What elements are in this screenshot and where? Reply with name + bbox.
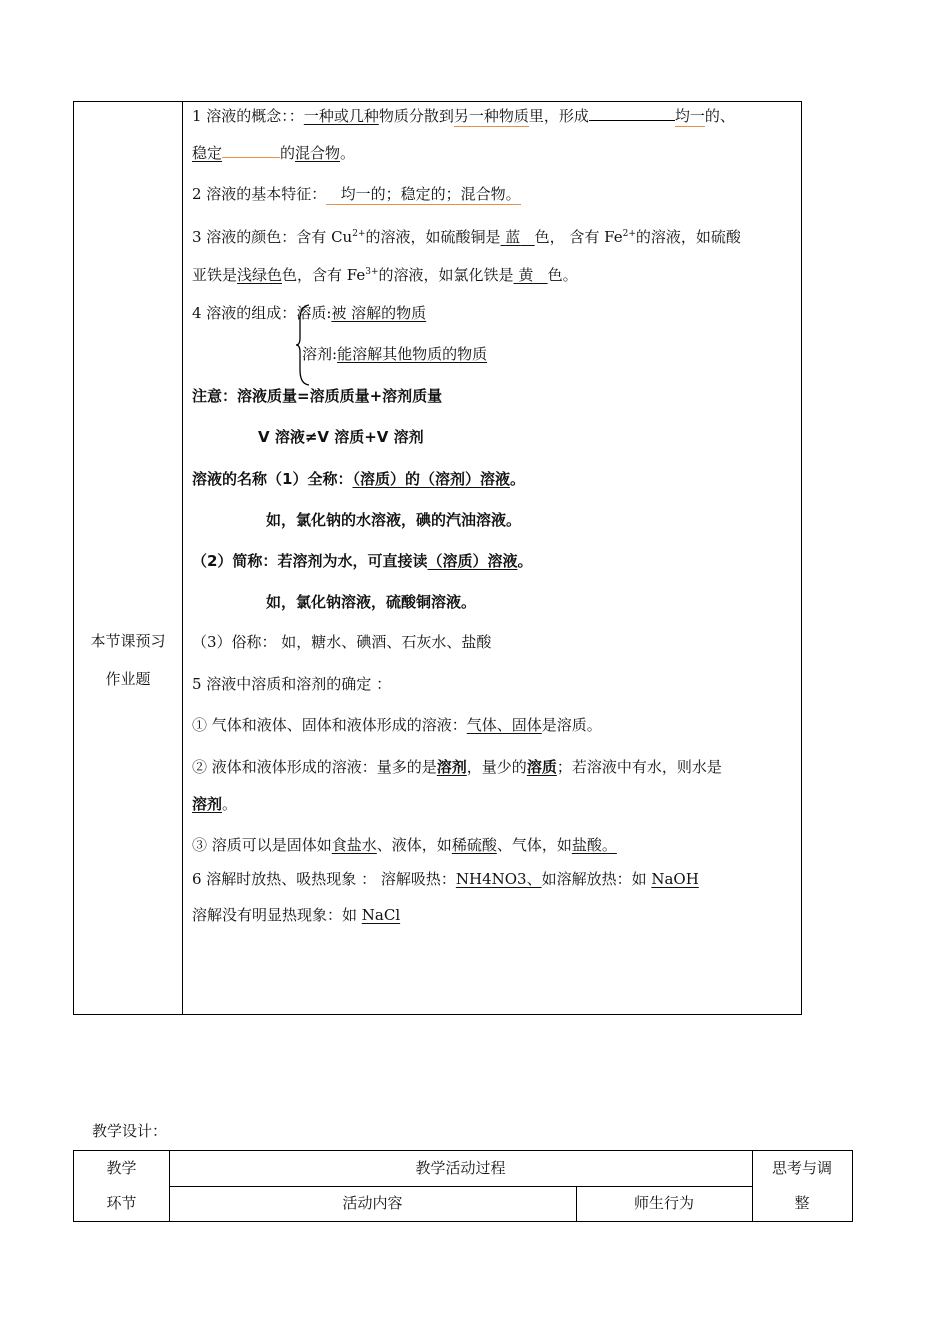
naming-short-example: 如，氯化钠溶液，硫酸铜溶液。	[266, 593, 477, 611]
col-reflect-line1: 思考与调	[771, 1159, 832, 1177]
naming-common: （3）俗称： 如，糖水、碘酒、石灰水、盐酸	[192, 633, 492, 651]
naming-full-example: 如，氯化钠的水溶液，碘的汽油溶液。	[266, 511, 522, 529]
item5-rule2-line2: 溶剂。	[192, 795, 238, 813]
item3-line1: 3 溶液的颜色：含有 $Cu^{2+}$的溶液，如硫酸铜是 蓝 色， 含有 $Fe^{2+}$的溶液，如硫酸	[192, 228, 741, 246]
col-reflect-line2: 整	[794, 1194, 810, 1212]
item6-line2: 溶解没有明显热现象：如 NaCl	[192, 906, 401, 924]
note-line1: 注意：溶液质量=溶质质量+溶剂质量	[192, 387, 443, 405]
row-label	[74, 622, 182, 698]
item5-rule1: ① 气体和液体、固体和液体形成的溶液：气体、固体是溶质。	[192, 716, 602, 734]
naming-short: （2）简称：若溶剂为水，可直接读（溶质）溶液。	[192, 552, 533, 570]
preview-table	[73, 101, 802, 1015]
row-label-line2: 作业题	[105, 670, 151, 688]
design-table	[73, 1150, 853, 1222]
item5-title: 5 溶液中溶质和溶剂的确定 ：	[192, 675, 392, 693]
col-behavior: 师生行为	[633, 1194, 694, 1212]
item1-line1: 1 溶液的概念：：一种或几种物质分散到另一种物质里，形成 均一的、	[192, 107, 735, 125]
item3-line2: 亚铁是浅绿色色，含有 $Fe^{3+}$的溶液，如氯化铁是 黄 色。	[192, 266, 578, 284]
item5-rule2-line1: ② 液体和液体形成的溶液：量多的是溶剂，量少的溶质；若溶液中有水，则水是	[192, 758, 722, 776]
column-divider	[182, 102, 183, 1014]
col-stage-line1: 教学	[106, 1159, 137, 1177]
item5-rule3: ③ 溶质可以是固体如食盐水、液体，如稀硫酸、气体，如盐酸。	[192, 836, 617, 854]
note-line2: V 溶液≠V 溶质+V 溶剂	[258, 428, 424, 446]
design-title: 教学设计：	[92, 1122, 168, 1140]
item2: 2 溶液的基本特征： 均一的；稳定的；混合物。	[192, 185, 521, 203]
col-process: 教学活动过程	[415, 1159, 506, 1177]
col-content: 活动内容	[342, 1194, 403, 1212]
item4-solute: 4 溶液的组成：溶质:被 溶解的物质	[192, 304, 427, 322]
item1-line2: 稳定 的混合物。	[192, 144, 356, 162]
col-stage-line2: 环节	[106, 1194, 137, 1212]
item6-line1: 6 溶解时放热、吸热现象 ： 溶解吸热：NH4NO3、如溶解放热：如 NaOH	[192, 870, 699, 888]
row-label-line1: 本节课预习	[90, 632, 166, 650]
naming-full: 溶液的名称（1）全称：（溶质）的（溶剂）溶液。	[192, 470, 525, 488]
item4-solvent: 溶剂:能溶解其他物质的物质	[302, 345, 488, 363]
